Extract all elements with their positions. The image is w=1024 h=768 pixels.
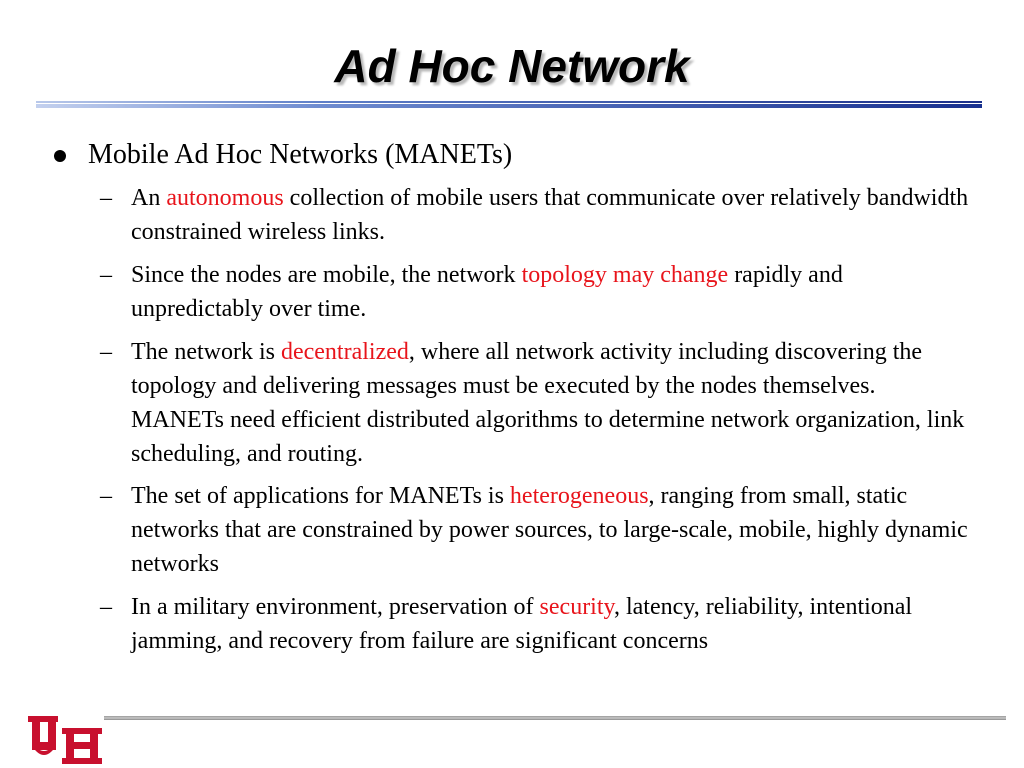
dash-marker: – xyxy=(100,339,112,365)
text-run: , latency, reliability, intentional jamming, and recovery from failure are significant concerns xyxy=(131,594,913,654)
text-run: rapidly and unpredictably over time. xyxy=(131,262,843,322)
logo-u-shape xyxy=(28,716,58,755)
text-run: The set of applications for MANETs is xyxy=(131,483,510,509)
dash-marker: – xyxy=(100,262,112,288)
dash-marker: – xyxy=(100,594,112,620)
highlighted-term: topology may change xyxy=(521,262,729,288)
title-underline-thick xyxy=(36,104,982,108)
sub-bullet-text xyxy=(131,181,971,249)
slide-title: Ad Hoc Network xyxy=(334,40,690,92)
text-run: Since the nodes are mobile, the network xyxy=(131,262,522,288)
main-bullet-text: Mobile Ad Hoc Networks (MANETs) xyxy=(88,139,513,170)
text-run: An xyxy=(131,185,167,211)
text-run: , where all network activity including discovering the topology and delivering messages must be executed by the nodes themselves. MANETs need efficient distributed algorithms to determine network organization, link scheduling, and routing. xyxy=(131,339,965,467)
highlighted-term: security xyxy=(539,594,614,620)
text-run: collection of mobile users that communicate over relatively bandwidth constrained wireless links. xyxy=(131,185,969,245)
sub-bullet-text xyxy=(131,479,971,581)
dash-marker: – xyxy=(100,185,112,211)
text-run: In a military environment, preservation of xyxy=(131,594,540,620)
text-run: , ranging from small, static networks that are constrained by power sources, to large-scale, mobile, highly dynamic networks xyxy=(131,483,968,577)
highlighted-term: decentralized xyxy=(280,339,409,365)
bullet-dot-icon xyxy=(54,150,66,162)
logo-gap xyxy=(56,738,66,742)
title-underline-thin xyxy=(36,101,982,103)
logo-h-shape xyxy=(62,728,102,764)
text-run: The network is xyxy=(131,339,281,365)
dash-marker: – xyxy=(100,483,112,509)
sub-bullet-text xyxy=(131,335,971,471)
highlighted-term: heterogeneous xyxy=(509,483,649,509)
highlighted-term: autonomous xyxy=(166,185,284,211)
sub-bullet-text xyxy=(131,590,971,658)
uh-logo-icon xyxy=(26,712,104,764)
footer-rule xyxy=(104,716,1006,720)
sub-bullet-text xyxy=(131,258,971,326)
title-underline xyxy=(36,101,982,110)
